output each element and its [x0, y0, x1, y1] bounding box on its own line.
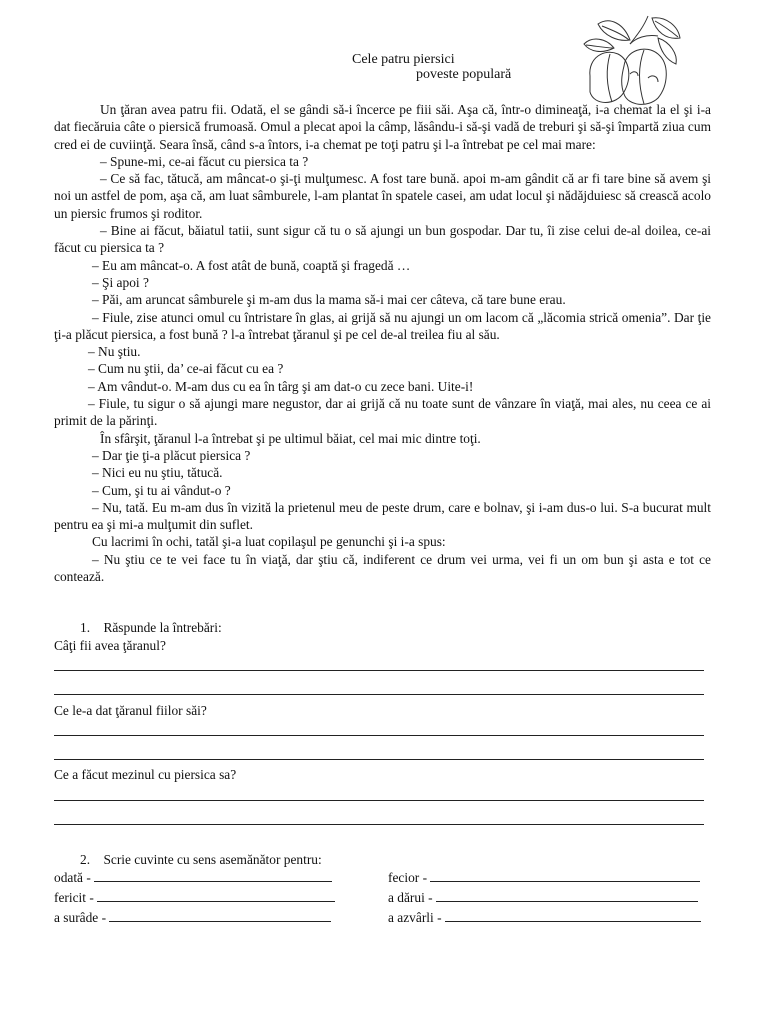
synonym-row	[388, 870, 700, 886]
story-title: Cele patru piersici	[352, 52, 455, 67]
story-paragraph: – Păi, am aruncat sâmburele şi m-am dus la mama să-i mai cer câteva, că tare bune erau.	[92, 292, 566, 308]
story-paragraph: – Nu ştiu.	[88, 344, 141, 360]
answer-line[interactable]	[54, 694, 704, 695]
answer-line[interactable]	[54, 759, 704, 760]
story-paragraph: – Cum nu ştii, da’ ce-ai făcut cu ea ?	[88, 361, 284, 377]
story-paragraph: – Spune-mi, ce-ai făcut cu piersica ta ?	[100, 153, 309, 169]
answer-line[interactable]	[445, 921, 701, 922]
synonym-row	[388, 910, 701, 926]
synonym-row	[54, 890, 335, 906]
story-paragraph: – Fiule, tu sigur o să ajungi mare negustor, dar ai grijă că nu toate sunt de vânzare în viaţă, mai ales, nu ceea ce ai primit de la părinţi.	[54, 396, 711, 429]
story-paragraph: – Ce să fac, tătucă, am mâncat-o şi-ţi mulţumesc. A fost tare bună. apoi m-am gândit că ar fi tare bine să avem şi noi un astfel de pom, aşa că, am luat sâmburele, l-am plantat în spatele casei, am udat locul şi nădăjduiesc să crească acolo un piersic frumos şi roditor.	[54, 171, 711, 221]
word-right: fecior -	[388, 870, 428, 885]
question-3: Ce a făcut mezinul cu piersica sa?	[54, 767, 237, 782]
answer-line[interactable]	[94, 881, 332, 882]
answer-line[interactable]	[430, 881, 700, 882]
story-subtitle: poveste populară	[416, 67, 512, 82]
story-paragraph: – Nu, tată. Eu m-am dus în vizită la prietenul meu de peste drum, care e bolnav, şi i-am dus-o lui. S-a bucurat mult pentru ea şi mi-a mulţumit din suflet.	[54, 499, 711, 533]
answer-line[interactable]	[54, 800, 704, 801]
word-left: odată -	[54, 870, 91, 885]
exercise1-heading	[80, 620, 222, 636]
answer-line[interactable]	[54, 735, 704, 736]
story-paragraph: Cu lacrimi în ochi, tatăl şi-a luat copilaşul pe genunchi şi i-a spus:	[92, 534, 446, 550]
word-left: fericit -	[54, 890, 94, 905]
story-paragraph: Un ţăran avea patru fii. Odată, el se gândi să-i încerce pe fiii săi. Aşa că, într-o dimineaţă, i-a chemat la el şi i-a dat fiecăruia câte o piersică frumoasă. Omul a plecat apoi la câmp, lăsându-i să-şi vadă de treburi şi să-şi împartă ziua cum cred ei de cuviinţă. Seara însă, când s-a întors, i-a chemat pe toţi patru şi l-a întrebat pe cel mai mare:	[54, 102, 711, 152]
answer-line[interactable]	[97, 901, 335, 902]
story-paragraph: – Nu ştiu ce te vei face tu în viaţă, dar ştiu că, indiferent ce drum vei urma, vei fi un om bun şi asta e tot ce contează.	[54, 551, 711, 585]
story-paragraph: – Eu am mâncat-o. A fost atât de bună, coaptă şi fragedă …	[92, 257, 411, 273]
question-1: Câţi fii avea ţăranul?	[54, 638, 166, 653]
answer-line[interactable]	[54, 824, 704, 825]
answer-line[interactable]	[54, 670, 704, 671]
story-paragraph: – Dar ţie ţi-a plăcut piersica ?	[92, 447, 251, 463]
story-paragraph: – Nici eu nu ştiu, tătucă.	[92, 465, 223, 481]
exercise2-instruction: Scrie cuvinte cu sens asemănător pentru:	[103, 852, 322, 867]
word-right: a dărui -	[388, 890, 433, 905]
exercise2-heading	[80, 852, 322, 868]
exercise2-number: 2.	[80, 852, 91, 867]
synonym-row	[388, 890, 698, 906]
answer-line[interactable]	[109, 921, 331, 922]
story-paragraph: – Bine ai făcut, băiatul tatii, sunt sigur că tu o să ajungi un bun gospodar. Dar tu, îi zise celui de-al doilea, ce-ai făcut cu piersica ta ?	[54, 223, 711, 256]
exercise1-instruction: Răspunde la întrebări:	[103, 620, 222, 635]
story-paragraph: – Şi apoi ?	[92, 274, 149, 290]
story-paragraph: – Cum, şi tu ai vândut-o ?	[92, 482, 231, 498]
peach-branch-icon	[578, 14, 686, 110]
word-left: a surâde -	[54, 910, 107, 925]
synonym-row	[54, 870, 332, 886]
exercise1-number: 1.	[80, 620, 91, 635]
answer-line[interactable]	[436, 901, 698, 902]
synonym-row	[54, 910, 331, 926]
story-text	[54, 101, 711, 585]
story-paragraph: În sfârşit, ţăranul l-a întrebat şi pe ultimul băiat, cel mai mic dintre toţi.	[100, 430, 481, 446]
word-right: a azvârli -	[388, 910, 442, 925]
story-paragraph: – Fiule, zise atunci omul cu întristare în glas, ai grijă să nu ajungi un om lacom că „lăcomia strică omenia”. Dar ţie ţi-a plăcut piersica, a fost bună ? l-a întrebat ţăranul şi pe cel de-al treilea fiu al său.	[54, 309, 711, 342]
story-paragraph: – Am vândut-o. M-am dus cu ea în târg şi am dat-o cu zece bani. Uite-i!	[88, 378, 474, 394]
question-2: Ce le-a dat ţăranul fiilor săi?	[54, 703, 207, 718]
